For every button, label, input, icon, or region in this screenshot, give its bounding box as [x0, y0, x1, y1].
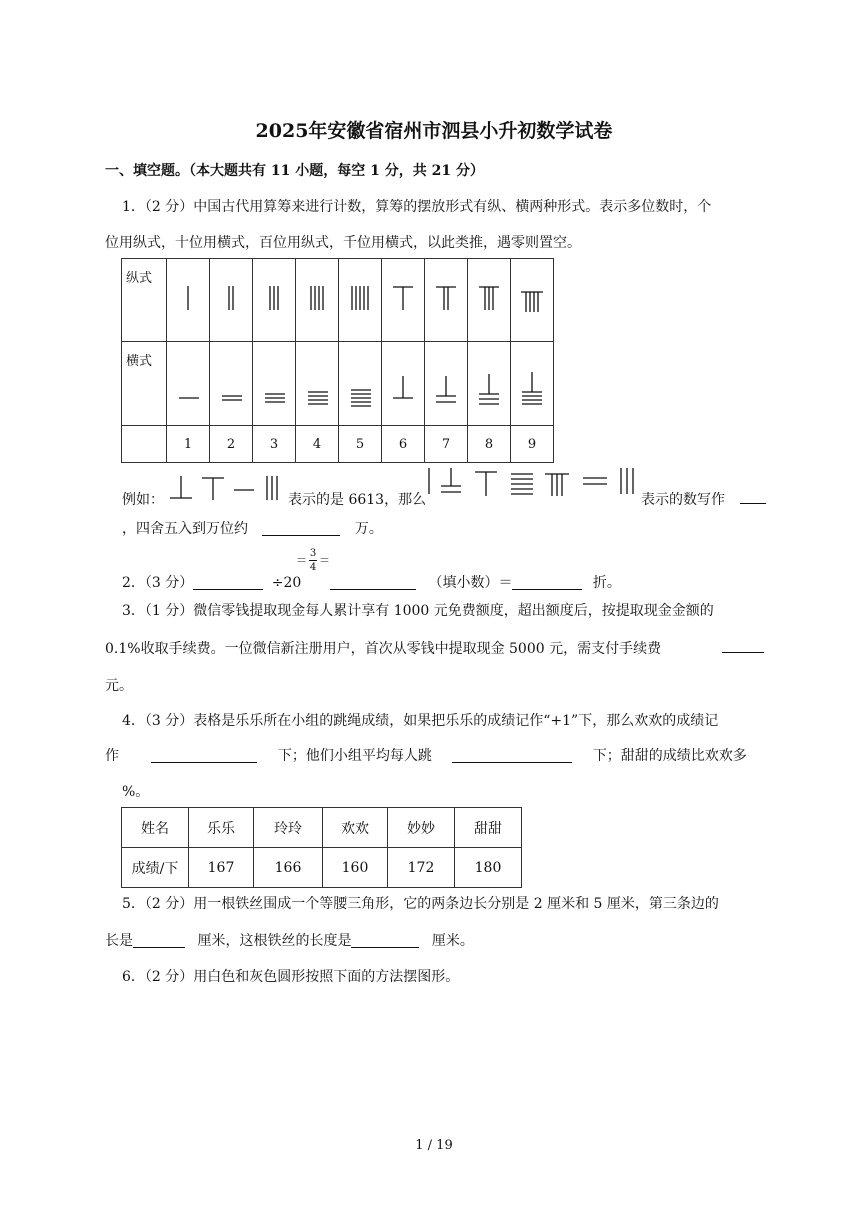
q4-line2-a: 作	[105, 748, 119, 764]
vertical-rod-6	[382, 259, 425, 342]
answer-blank[interactable]	[330, 575, 416, 590]
horizontal-rod-5	[339, 342, 382, 426]
digit-label: 8	[468, 426, 511, 463]
q5-line2	[105, 930, 474, 950]
question-rod-numeral	[425, 464, 641, 504]
q4-line2	[105, 745, 747, 765]
q1-example-prefix: 例如：	[122, 492, 164, 508]
table-cell: 180	[455, 848, 522, 888]
table-header: 乐乐	[189, 808, 254, 848]
horizontal-rod-2	[210, 342, 253, 426]
table-cell: 167	[189, 848, 254, 888]
row-label-horizontal: 横式	[122, 342, 167, 426]
q3-line1: 3．（1 分）微信零钱提取现金每人累计享有 1000 元免费额度，超出额度后，按提取现金金额的	[122, 603, 714, 619]
table-cell: 160	[323, 848, 388, 888]
q1-line2: 位用纵式，十位用横式，百位用纵式，千位用横式，以此类推，遇零则置空。	[105, 235, 581, 251]
counting-rod-table	[121, 258, 554, 463]
q5-line1: 5．（2 分）用一根铁丝围成一个等腰三角形，它的两条边长分别是 2 厘米和 5 厘米，第三条边的	[122, 896, 719, 912]
vertical-rod-3	[253, 259, 296, 342]
q1-line4-b: 万。	[354, 521, 383, 537]
q3-line3: 元。	[105, 678, 133, 694]
horizontal-rod-9	[511, 342, 554, 426]
vertical-rod-7	[425, 259, 468, 342]
q1-line4	[122, 518, 383, 538]
horizontal-rod-1	[167, 342, 210, 426]
q3-line2: 0.1%收取手续费。一位微信新注册用户，首次从零钱中提取现金 5000 元，需支付手续费	[105, 641, 662, 657]
q1-line4-a: ，四舍五入到万位约	[122, 521, 248, 537]
q5-line2-c: 厘米。	[431, 933, 474, 949]
q4-line3: %。	[122, 784, 150, 800]
digit-label: 2	[210, 426, 253, 463]
fraction-denominator: 4	[309, 562, 317, 573]
q5-line2-b: 厘米，这根铁丝的长度是	[197, 933, 352, 949]
answer-blank[interactable]	[193, 575, 263, 590]
jump-rope-score-table	[121, 807, 522, 888]
q2-eq: ＝	[296, 553, 307, 567]
horizontal-rod-6	[382, 342, 425, 426]
answer-blank[interactable]	[351, 933, 419, 948]
table-header: 姓名	[122, 808, 189, 848]
digit-label: 7	[425, 426, 468, 463]
answer-blank[interactable]	[452, 748, 572, 763]
horizontal-rod-8	[468, 342, 511, 426]
table-header: 玲玲	[254, 808, 323, 848]
horizontal-rod-3	[253, 342, 296, 426]
digit-row-label	[122, 426, 167, 463]
vertical-rod-4	[296, 259, 339, 342]
q1-example-mid: 表示的是 6613，那么	[288, 492, 427, 508]
vertical-rod-9	[511, 259, 554, 342]
q4-line2-c: 下；甜甜的成绩比欢欢多	[592, 748, 747, 764]
table-header: 欢欢	[323, 808, 388, 848]
answer-blank[interactable]	[262, 521, 340, 536]
q5-line2-a: 长是	[105, 933, 133, 949]
table-header: 妙妙	[388, 808, 455, 848]
example-rod-numeral-6613	[166, 470, 290, 504]
q2-div: ÷20	[271, 575, 302, 591]
digit-label: 6	[382, 426, 425, 463]
page-number: 1 / 19	[415, 1138, 453, 1153]
digit-label: 4	[296, 426, 339, 463]
vertical-rod-1	[167, 259, 210, 342]
q4-line2-b: 下；他们小组平均每人跳	[277, 748, 432, 764]
answer-blank[interactable]	[133, 933, 185, 948]
row-label-vertical: 纵式	[122, 259, 167, 342]
q2-line-rest	[330, 572, 621, 592]
horizontal-rod-4	[296, 342, 339, 426]
answer-blank[interactable]	[512, 575, 582, 590]
answer-blank[interactable]	[722, 652, 764, 653]
q2-fill: （填小数）＝	[428, 575, 513, 591]
vertical-rod-8	[468, 259, 511, 342]
q1-line1: 1．（2 分）中国古代用算筹来进行计数，算筹的摆放形式有纵、横两种形式。表示多位数时，个	[122, 199, 712, 215]
table-cell: 172	[388, 848, 455, 888]
horizontal-rod-7	[425, 342, 468, 426]
vertical-rod-2	[210, 259, 253, 342]
q6-line1: 6．（2 分）用白色和灰色圆形按照下面的方法摆图形。	[122, 969, 460, 985]
section-heading: 一、填空题。（本大题共有 11 小题，每空 1 分，共 21 分）	[105, 163, 484, 179]
fraction-numerator: 3	[309, 548, 317, 559]
page-title: 2025年安徽省宿州市泗县小升初数学试卷	[255, 120, 613, 142]
digit-label: 9	[511, 426, 554, 463]
q2-suffix: 折。	[592, 575, 621, 591]
table-header: 甜甜	[455, 808, 522, 848]
digit-label: 5	[339, 426, 382, 463]
q2-line	[122, 572, 301, 592]
q2-eq: ＝	[319, 553, 330, 567]
vertical-rod-5	[339, 259, 382, 342]
digit-label: 3	[253, 426, 296, 463]
q2-prefix: 2．（3 分）	[122, 575, 194, 591]
table-cell: 166	[254, 848, 323, 888]
answer-blank[interactable]	[740, 503, 766, 504]
answer-blank[interactable]	[151, 748, 257, 763]
q4-line1: 4．（3 分）表格是乐乐所在小组的跳绳成绩，如果把乐乐的成绩记作“+1”下，那么欢欢的成绩记	[122, 713, 719, 729]
digit-label: 1	[167, 426, 210, 463]
q2-fraction	[296, 548, 330, 573]
table-cell: 成绩/下	[122, 848, 189, 888]
q1-example-suffix: 表示的数写作	[641, 492, 725, 508]
